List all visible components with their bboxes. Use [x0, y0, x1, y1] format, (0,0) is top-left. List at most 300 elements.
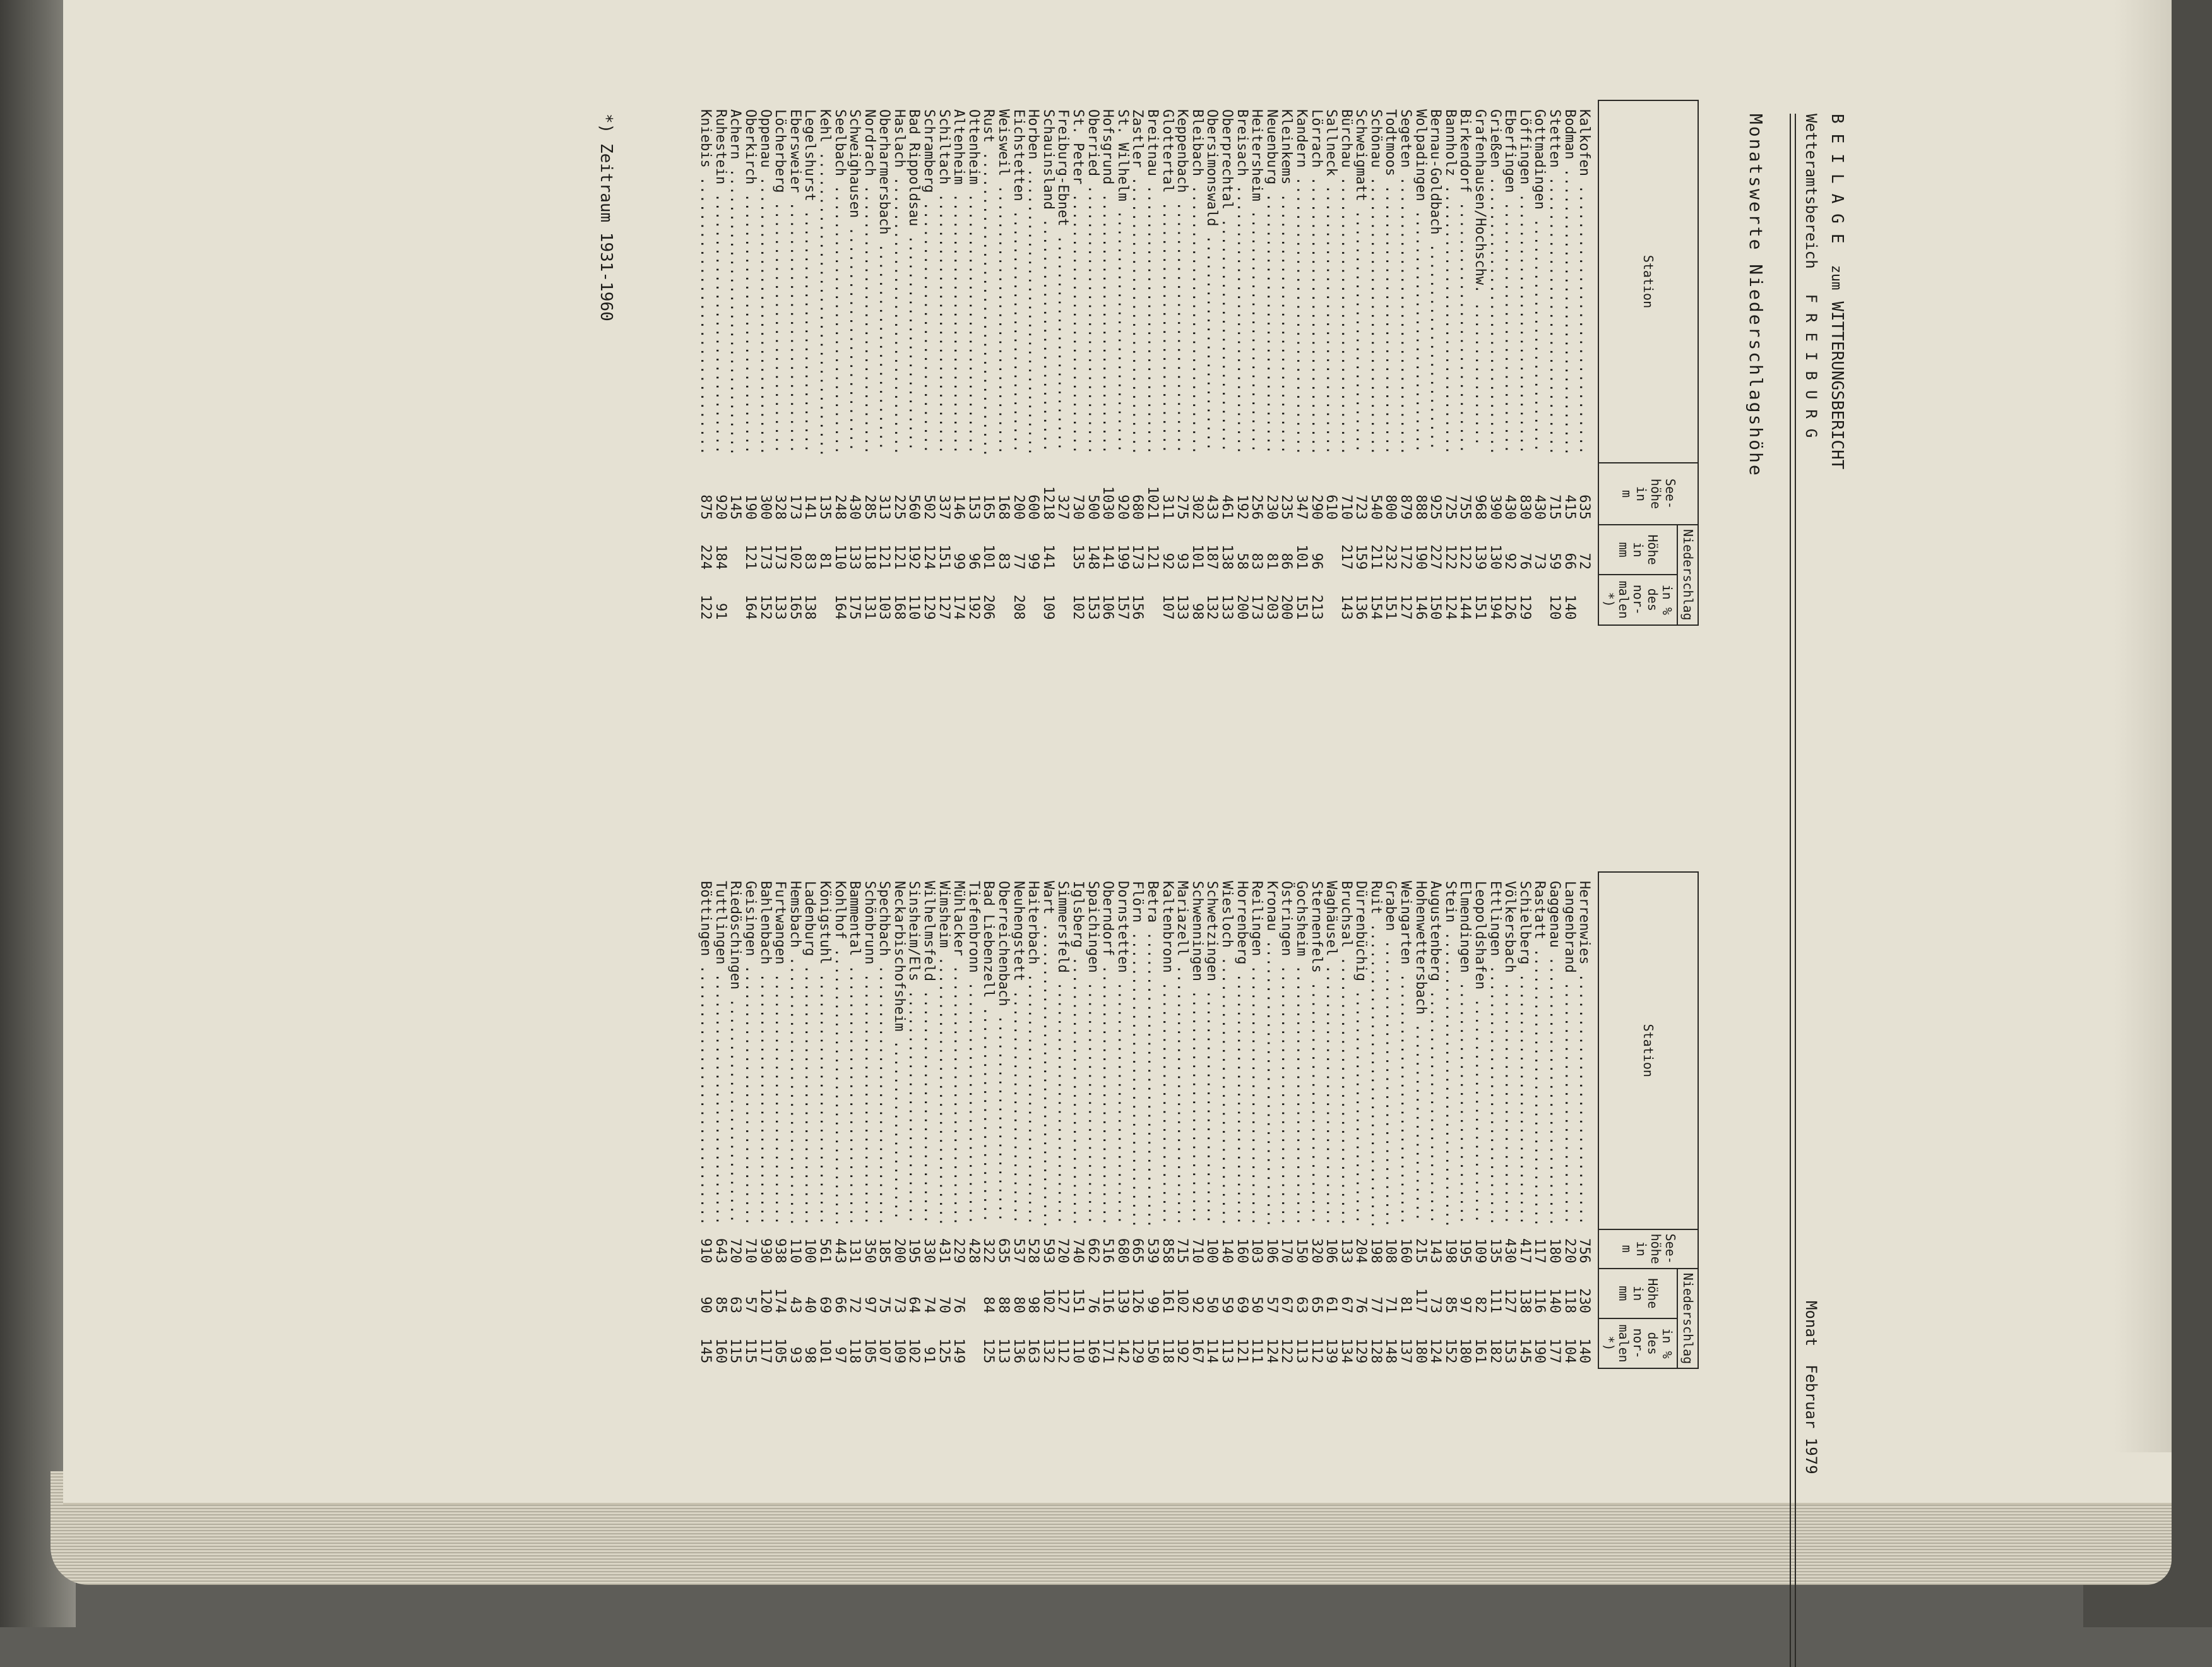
table-row — [936, 872, 951, 1368]
table-row — [1562, 872, 1577, 1368]
station-name — [1502, 100, 1517, 463]
table-row — [1562, 100, 1577, 625]
month-line — [1804, 1301, 1819, 1474]
precip-mm-value: 92 — [1502, 553, 1518, 570]
station-name — [891, 100, 907, 463]
precip-percent-value: 169 — [1085, 1338, 1101, 1364]
table-row — [728, 872, 743, 1368]
station-label: Kehl — [816, 109, 833, 143]
station-label: Löcherberg — [772, 109, 788, 193]
station-label: Schönbrunn — [861, 881, 877, 965]
precip-percent-value: 118 — [847, 1338, 863, 1364]
dot-leader: .............................. — [1323, 176, 1340, 455]
station-name — [1562, 100, 1577, 463]
precip-mm-value: 148 — [1085, 544, 1101, 570]
dot-leader: ............................. — [1249, 956, 1265, 1226]
elevation-value: 858 — [1159, 1238, 1175, 1264]
table-row — [1100, 872, 1115, 1368]
precip-mm-value: 59 — [1547, 553, 1563, 570]
station-name — [1487, 100, 1502, 463]
area-name: FREIBURG — [1802, 294, 1820, 448]
table-row — [802, 872, 818, 1368]
table-row — [698, 100, 713, 625]
precip-mm-value: 121 — [876, 544, 893, 570]
elevation-value: 516 — [1100, 1238, 1116, 1264]
station-label: Bürchau — [1338, 109, 1354, 168]
table-body-left — [698, 100, 1598, 625]
precip-percent-value: 132 — [1204, 594, 1220, 620]
elevation-value: 180 — [1547, 1238, 1563, 1264]
precip-mm-value: 102 — [1174, 1288, 1191, 1313]
precip-mm-value: 83 — [1249, 553, 1265, 570]
station-name — [1502, 872, 1517, 1229]
station-name — [1160, 872, 1175, 1229]
precip-percent-value: 112 — [1308, 1338, 1324, 1364]
station-label: Ettlingen — [1487, 881, 1503, 957]
elevation-value: 720 — [1055, 1238, 1071, 1264]
station-name — [713, 100, 728, 463]
precip-mm-value: 139 — [1114, 1288, 1131, 1313]
table-row — [966, 872, 981, 1368]
table-row — [1472, 872, 1487, 1368]
dot-leader: ........................... — [1010, 201, 1026, 453]
elevation-value: 100 — [802, 1238, 818, 1264]
elevation-value: 930 — [757, 1238, 773, 1264]
station-name — [1532, 872, 1547, 1229]
precip-mm-value: 66 — [831, 1296, 848, 1313]
station-name — [1442, 100, 1458, 463]
station-name — [1234, 872, 1249, 1229]
dot-leader: .............................. — [1189, 176, 1205, 455]
table-row — [1309, 100, 1324, 625]
elevation-value: 593 — [1040, 1238, 1056, 1264]
precip-mm-value: 187 — [1204, 544, 1220, 570]
elevation-value: 198 — [1367, 1238, 1384, 1264]
table-row — [1458, 100, 1473, 625]
station-name — [802, 100, 818, 463]
precip-mm-value: 99 — [1144, 1296, 1160, 1313]
precip-percent-value: 140 — [1561, 594, 1578, 620]
table-row — [1517, 100, 1532, 625]
precip-mm-value: 81 — [1398, 1296, 1414, 1313]
table-row — [1055, 872, 1071, 1368]
station-label: Augustenberg — [1427, 881, 1444, 981]
station-label: Kronau — [1263, 881, 1280, 931]
dot-leader: .............................. — [1085, 176, 1101, 455]
station-label: Bad Rippoldsau — [906, 109, 922, 227]
table-row — [996, 872, 1011, 1368]
elevation-value: 665 — [1129, 1238, 1146, 1264]
table-row — [1427, 872, 1442, 1368]
precip-percent-value: 139 — [1323, 1338, 1340, 1364]
elevation-value: 337 — [936, 494, 952, 520]
station-name — [1264, 100, 1279, 463]
station-label: Betra — [1144, 881, 1160, 923]
precip-mm-value: 173 — [1129, 544, 1146, 570]
precip-mm-value: 116 — [1531, 1288, 1548, 1313]
station-label: Achern — [727, 109, 744, 160]
precip-mm-value: 141 — [1100, 544, 1116, 570]
table-row — [847, 100, 862, 625]
precip-mm-value: 126 — [1129, 1288, 1146, 1313]
precip-percent-value: 132 — [1040, 1338, 1056, 1364]
station-name — [802, 872, 818, 1229]
station-name — [966, 872, 981, 1229]
precip-percent-value: 192 — [965, 594, 982, 620]
dot-leader: ............................. — [951, 184, 967, 455]
precip-percent-value: 148 — [1382, 1338, 1399, 1364]
station-name — [1204, 100, 1220, 463]
station-label: Bernau-Goldbach — [1427, 109, 1444, 235]
precip-mm-value: 122 — [1457, 544, 1473, 570]
station-name — [1338, 872, 1353, 1229]
table-row — [1011, 872, 1026, 1368]
station-label: Riedöschingen — [727, 881, 744, 990]
precip-mm-value: 138 — [1516, 1288, 1533, 1313]
station-label: Hofsgrund — [1100, 109, 1116, 185]
table-row — [1130, 100, 1145, 625]
dot-leader: ............................... — [1398, 167, 1414, 456]
station-label: Glottertal — [1159, 109, 1175, 193]
precip-percent-value: 144 — [1457, 594, 1473, 620]
station-label: Rastatt — [1531, 881, 1548, 940]
station-label: Sinsheim/Els — [906, 881, 922, 981]
station-name — [832, 872, 847, 1229]
precip-percent-value — [1025, 575, 1040, 624]
station-name — [996, 100, 1011, 463]
station-label: Waghäusel — [1323, 881, 1340, 957]
table-row — [772, 100, 787, 625]
elevation-value: 938 — [772, 1238, 788, 1264]
station-name — [921, 100, 936, 463]
table-row — [787, 872, 802, 1368]
dot-leader: ........................... — [1308, 972, 1324, 1225]
station-label: St. Peter — [1070, 109, 1086, 185]
station-label: Grafenhausen/Hochschw. — [1472, 109, 1489, 294]
precip-mm-value: 69 — [1234, 1296, 1250, 1313]
dot-leader: ............................. — [712, 184, 728, 455]
elevation-value: 229 — [951, 1238, 967, 1264]
precip-mm-value: 72 — [847, 1296, 863, 1313]
station-label: Kaltenbronn — [1159, 881, 1175, 973]
precip-percent-value: 153 — [1085, 594, 1101, 620]
elevation-value: 756 — [1576, 1238, 1593, 1264]
elevation-value: 740 — [1070, 1238, 1086, 1264]
station-label: Wiesloch — [1218, 881, 1235, 948]
precip-percent-value: 136 — [1353, 594, 1369, 620]
precip-percent-value: 182 — [1487, 1338, 1503, 1364]
station-label: Segeten — [1398, 109, 1414, 168]
dot-leader: ......................... — [727, 989, 744, 1224]
dot-leader: ............................... — [757, 167, 773, 456]
elevation-value: 300 — [757, 494, 773, 520]
precip-percent-value: 111 — [1249, 1338, 1265, 1364]
col-station: Station — [1598, 872, 1698, 1229]
col-elevation: See- höhe in m — [1598, 1229, 1698, 1269]
precip-percent-value: 110 — [906, 594, 922, 620]
precip-mm-value: 151 — [1070, 1288, 1086, 1313]
dot-leader: ................ — [1472, 293, 1489, 446]
station-name — [1413, 100, 1428, 463]
station-name — [1145, 872, 1160, 1229]
station-name — [713, 872, 728, 1229]
elevation-value: 200 — [1010, 494, 1026, 520]
precip-percent-value: 97 — [831, 1346, 848, 1364]
station-name — [1547, 872, 1562, 1229]
col-percent: in % des nor- malen *) — [1598, 1318, 1677, 1368]
table-row — [966, 100, 981, 625]
precip-percent-value: 117 — [757, 1338, 773, 1364]
precip-percent-value: 151 — [1472, 594, 1489, 620]
table-row — [1532, 100, 1547, 625]
elevation-value: 723 — [1353, 494, 1369, 520]
station-label: Kleinkems — [1278, 109, 1295, 185]
station-label: Gottmadingen — [1531, 109, 1548, 210]
elevation-value: 875 — [698, 494, 714, 520]
elevation-value: 430 — [847, 494, 863, 520]
precip-percent-value — [966, 1318, 981, 1368]
precip-mm-value: 93 — [1174, 553, 1191, 570]
station-name — [1025, 100, 1040, 463]
station-name — [921, 872, 936, 1229]
dot-leader: ............................ — [1174, 193, 1191, 454]
dot-leader: ............................... — [1338, 167, 1354, 456]
dot-leader: ........................... — [1457, 972, 1473, 1225]
table-row — [1353, 872, 1369, 1368]
table-body-right — [698, 872, 1598, 1368]
station-name — [1398, 872, 1413, 1229]
table-row — [1309, 872, 1324, 1368]
station-label: Seelbach — [831, 109, 848, 176]
station-label: Weisweil — [996, 109, 1012, 176]
station-label: Mariazell — [1174, 881, 1191, 957]
station-label: Ladenburg — [802, 881, 818, 957]
dot-leader: ...................... — [1412, 1014, 1429, 1222]
precip-mm-value: 99 — [1025, 553, 1042, 570]
dot-leader: .............................. — [787, 947, 803, 1227]
station-name — [951, 872, 966, 1229]
precip-mm-value: 77 — [1010, 553, 1026, 570]
station-label: Breisach — [1234, 109, 1250, 176]
table-row — [1398, 100, 1413, 625]
elevation-value: 160 — [1234, 1238, 1250, 1264]
dot-leader: ........................... — [1561, 972, 1578, 1225]
table-row — [1547, 872, 1562, 1368]
station-label: Wilhelmsfeld — [921, 881, 937, 981]
col-precip-group: Niederschlag — [1677, 1269, 1698, 1369]
station-name — [787, 872, 802, 1229]
precip-mm-value: 135 — [1070, 544, 1086, 570]
precip-percent-value: 143 — [1338, 594, 1354, 620]
dot-leader: .......................... — [1427, 981, 1444, 1224]
table-row — [907, 872, 922, 1368]
station-name — [1249, 872, 1264, 1229]
dot-leader: ............................. — [1174, 956, 1191, 1226]
precip-percent-value: 126 — [1502, 594, 1518, 620]
station-name — [1264, 872, 1279, 1229]
dot-leader: ................................. — [1144, 923, 1160, 1229]
precip-percent-value: 110 — [1070, 1338, 1086, 1364]
precip-mm-value: 76 — [1085, 1296, 1101, 1313]
table-row — [1189, 100, 1204, 625]
area-label: Wetteramtsbereich — [1802, 114, 1820, 269]
station-name — [1487, 872, 1502, 1229]
precip-mm-value: 102 — [1040, 1288, 1056, 1313]
dot-leader: ............................... — [1547, 167, 1563, 456]
station-name — [1145, 100, 1160, 463]
elevation-value: 710 — [1189, 1238, 1205, 1264]
precip-mm-value: 69 — [816, 1296, 833, 1313]
station-name — [1115, 872, 1130, 1229]
dot-leader: ........................... — [1114, 201, 1131, 453]
dot-leader: .......................... — [1204, 981, 1220, 1224]
table-row — [951, 872, 966, 1368]
table-row — [1174, 100, 1189, 625]
station-label: Kalkofen — [1576, 109, 1593, 176]
precip-mm-value: 96 — [1308, 553, 1324, 570]
precip-percent-value: 113 — [996, 1338, 1012, 1364]
dot-leader: .............................. — [1234, 176, 1250, 455]
station-label: Weingarten — [1398, 881, 1414, 965]
elevation-value: 528 — [1025, 1238, 1042, 1264]
page-gutter-shadow — [2115, 0, 2172, 1452]
dot-leader: ........................... — [802, 201, 818, 453]
table-row — [1055, 100, 1071, 625]
elevation-value: 328 — [772, 494, 788, 520]
station-label: Neuhengstett — [1010, 881, 1026, 981]
precip-percent-value: 133 — [772, 594, 788, 620]
station-label: Oberharmersbach — [876, 109, 893, 235]
precip-percent-value: 213 — [1308, 594, 1324, 620]
table-row — [1353, 100, 1369, 625]
precip-mm-value: 99 — [951, 553, 967, 570]
table-row — [832, 100, 847, 625]
elevation-value: 662 — [1085, 1238, 1101, 1264]
station-name — [1547, 100, 1562, 463]
precip-mm-value: 173 — [772, 544, 788, 570]
station-label: Keppenbach — [1174, 109, 1191, 193]
dot-leader: .......................... — [906, 981, 922, 1224]
table-row — [1368, 100, 1383, 625]
precip-mm-value: 97 — [861, 1296, 877, 1313]
station-label: Horben — [1025, 109, 1042, 160]
precip-mm-value: 121 — [891, 544, 907, 570]
precip-mm-value: 211 — [1367, 544, 1384, 570]
precip-mm-value: 76 — [1353, 1296, 1369, 1313]
station-name — [951, 100, 966, 463]
elevation-value: 220 — [1561, 1238, 1578, 1264]
precip-percent-value: 163 — [1025, 1338, 1042, 1364]
station-label: Bleibach — [1189, 109, 1205, 176]
dot-leader: ............................ — [816, 964, 833, 1226]
precip-percent-value: 164 — [742, 594, 758, 620]
table-row — [758, 100, 773, 625]
elevation-value: 430 — [1502, 494, 1518, 520]
station-label: Furtwangen — [772, 881, 788, 965]
precip-mm-value: 230 — [1576, 1288, 1593, 1313]
table-row — [1085, 100, 1100, 625]
precip-percent-value: 152 — [757, 594, 773, 620]
table-row — [862, 100, 877, 625]
elevation-value: 190 — [742, 494, 758, 520]
precip-percent-value: 127 — [1398, 594, 1414, 620]
table-row — [1189, 872, 1204, 1368]
elevation-value: 290 — [1308, 494, 1324, 520]
station-label: Schiltach — [936, 109, 952, 185]
station-label: Völkersbach — [1502, 881, 1518, 973]
dot-leader: ............................. — [698, 956, 714, 1226]
table-row — [1160, 100, 1175, 625]
elevation-value: 108 — [1382, 1238, 1399, 1264]
dot-leader: ............................ — [1234, 964, 1250, 1226]
precip-mm-value: 227 — [1427, 544, 1444, 570]
elevation-value: 635 — [996, 1238, 1012, 1264]
precip-percent-value: 167 — [1189, 1338, 1205, 1364]
precip-mm-value: 83 — [996, 553, 1012, 570]
table-row — [1234, 872, 1249, 1368]
elevation-value: 256 — [1249, 494, 1265, 520]
dot-leader: .......................... — [1531, 209, 1548, 453]
table-row — [936, 100, 951, 625]
precip-percent-value: 151 — [1382, 594, 1399, 620]
table-row — [981, 100, 996, 625]
table-row — [1234, 100, 1249, 625]
station-label: Stetten — [1547, 109, 1563, 168]
station-name — [1055, 872, 1071, 1229]
table-row — [891, 100, 907, 625]
dot-leader: ........................... — [1055, 972, 1071, 1225]
dot-leader: ............................... — [1129, 167, 1146, 456]
precip-percent-value: 145 — [698, 1338, 714, 1364]
station-label: Heitersheim — [1249, 109, 1265, 201]
precip-percent-value: 151 — [1293, 594, 1309, 620]
precip-percent-value — [728, 575, 743, 624]
precip-mm-value: 127 — [1055, 1288, 1071, 1313]
dot-leader: ................................. — [1129, 923, 1146, 1229]
station-label: Spaichingen — [1085, 881, 1101, 973]
precip-mm-value: 50 — [1204, 1296, 1220, 1313]
dot-leader: ............................. — [951, 956, 967, 1226]
dot-leader: ............................. — [965, 184, 982, 455]
table-row — [1323, 872, 1338, 1368]
elevation-value: 311 — [1159, 494, 1175, 520]
station-label: Spechbach — [876, 881, 893, 957]
station-name — [1293, 872, 1309, 1229]
dot-leader: .................... — [891, 1031, 907, 1221]
beilage-label: BEILAGE — [1828, 114, 1846, 254]
dot-leader: ............................. — [876, 956, 893, 1226]
precip-mm-value: 81 — [816, 553, 833, 570]
station-name — [1368, 872, 1383, 1229]
table-row — [1219, 872, 1234, 1368]
station-label: Kniebis — [698, 109, 714, 168]
precip-mm-value: 161 — [1159, 1288, 1175, 1313]
precip-mm-value: 101 — [1293, 544, 1309, 570]
elevation-value: 198 — [1442, 1238, 1458, 1264]
dot-leader: ............................ — [712, 964, 728, 1226]
station-name — [1160, 100, 1175, 463]
month-label: Monat — [1802, 1301, 1820, 1347]
station-name — [742, 872, 758, 1229]
precip-percent-value: 115 — [727, 1338, 744, 1364]
precip-mm-value: 70 — [936, 1296, 952, 1313]
station-label: Oppenau — [757, 109, 773, 168]
precip-mm-value: 101 — [980, 544, 997, 570]
dot-leader: .............................. — [1442, 176, 1458, 455]
elevation-value: 1030 — [1100, 486, 1116, 520]
station-label: Iglsberg — [1070, 881, 1086, 948]
dot-leader: ................................ — [727, 159, 744, 457]
